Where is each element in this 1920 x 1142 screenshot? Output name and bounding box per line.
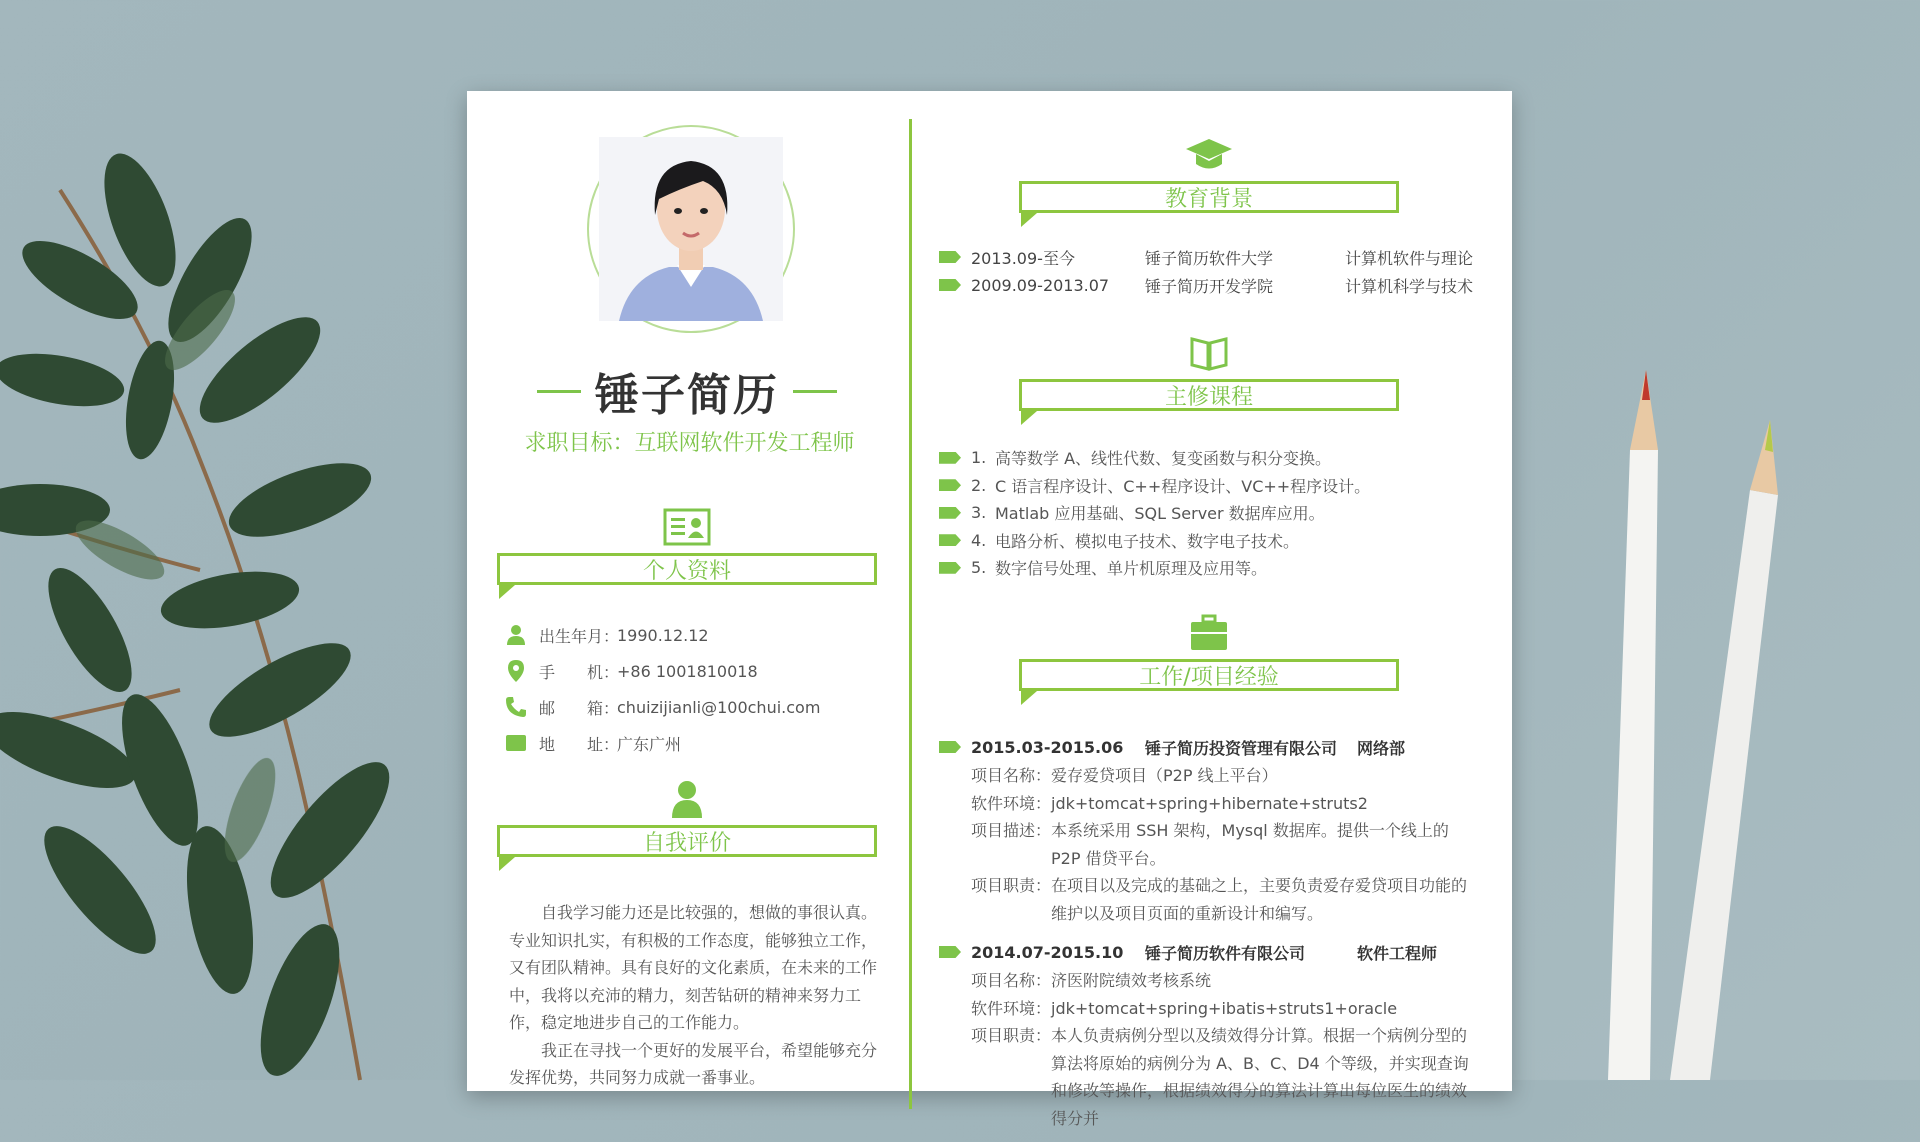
- detail-key: 项目职责：: [971, 1026, 1052, 1045]
- info-label: 邮 箱：: [539, 698, 620, 718]
- self-eval-text: [509, 899, 879, 1092]
- info-value: chuizijianli@100chui.com: [617, 697, 821, 717]
- work-entry-header: [939, 732, 1479, 762]
- course-number: 4.: [971, 530, 987, 550]
- name-right-line: [793, 390, 837, 393]
- person-icon: [505, 624, 527, 646]
- heading-tail: [1021, 691, 1037, 705]
- book-icon: [1185, 333, 1233, 373]
- detail-value: 本系统采用 SSH 架构，Mysql 数据库。提供一个线上的 P2P 借贷平台。: [1051, 821, 1449, 868]
- work-detail-line: [939, 790, 1479, 818]
- tag-icon: [939, 946, 961, 958]
- work-company: 锤子简历投资管理有限公司: [1145, 738, 1338, 758]
- work-dept: 软件工程师: [1357, 943, 1438, 963]
- course-text: 数字信号处理、单片机原理及应用等。: [995, 559, 1268, 579]
- work-list: [939, 732, 1479, 1142]
- name-header: [512, 361, 862, 421]
- work-detail-line: [939, 1022, 1479, 1132]
- courses-section-heading: [1019, 333, 1399, 425]
- work-detail-line: [939, 967, 1479, 995]
- graduation-cap-icon: [1185, 135, 1233, 175]
- tag-icon: [939, 507, 961, 519]
- course-item: [939, 472, 1479, 500]
- plant-decoration: [0, 130, 450, 1080]
- profile-photo-frame: [587, 125, 795, 333]
- work-entry-header: [939, 937, 1479, 967]
- course-text: 高等数学 A、线性代数、复变函数与积分变换。: [995, 449, 1332, 469]
- edu-school: 锤子简历开发学院: [1145, 276, 1274, 296]
- pencils-decoration: [1570, 340, 1830, 1080]
- phone-icon: [505, 696, 527, 718]
- tag-icon: [939, 452, 961, 464]
- course-item: [939, 554, 1479, 582]
- tag-icon: [939, 479, 961, 491]
- name-left-line: [537, 390, 581, 393]
- self-eval-paragraph: 自我学习能力还是比较强的，想做的事很认真。专业知识扎实，有积极的工作态度，能够独立工作，又有团队精神。具有良好的文化素质，在未来的工作中，我将以充沛的精力，刻苦钻研的精神来努力工作，稳定地进步自己的工作能力。: [509, 903, 878, 1032]
- course-text: 电路分析、模拟电子技术、数字电子技术。: [995, 531, 1300, 551]
- tag-icon: [939, 251, 961, 263]
- course-item: [939, 499, 1479, 527]
- detail-key: 软件环境：: [971, 793, 1052, 813]
- column-divider: [909, 119, 912, 1109]
- info-row-mobile: [505, 653, 885, 689]
- info-value: +86 1001810018: [617, 661, 758, 681]
- work-detail-line: [939, 872, 1479, 927]
- work-dept: 网络部: [1357, 738, 1406, 758]
- tag-icon: [939, 279, 961, 291]
- info-label: 出生年月：: [539, 626, 620, 646]
- edu-major: 计算机软件与理论: [1345, 248, 1474, 268]
- education-row: [939, 271, 1479, 299]
- work-company: 锤子简历软件有限公司: [1145, 943, 1306, 963]
- id-card-icon: [663, 507, 711, 547]
- person-icon: [663, 779, 711, 819]
- heading-tail: [499, 857, 515, 871]
- course-number: 2.: [971, 475, 987, 495]
- education-section-title: 教育背景: [1019, 181, 1399, 213]
- work-entry: [939, 732, 1479, 927]
- info-row-address: [505, 725, 885, 761]
- edu-date: 2009.09-2013.07: [971, 275, 1110, 295]
- job-objective: 求职目标：互联网软件开发工程师: [524, 431, 855, 456]
- education-section-heading: [1019, 135, 1399, 227]
- tag-icon: [939, 741, 961, 753]
- heading-tail: [1021, 213, 1037, 227]
- course-text: Matlab 应用基础、SQL Server 数据库应用。: [995, 504, 1325, 524]
- course-number: 1.: [971, 448, 987, 468]
- course-text: C 语言程序设计、C++程序设计、VC++程序设计。: [995, 476, 1371, 496]
- detail-value: 爱存爱贷项目（P2P 线上平台）: [1051, 766, 1278, 785]
- detail-value: jdk+tomcat+spring+hibernate+struts2: [1051, 793, 1368, 813]
- courses-list: [939, 444, 1479, 582]
- resume-name: 锤子简历: [595, 370, 779, 421]
- edu-major: 计算机科学与技术: [1345, 276, 1474, 296]
- work-detail-line: [939, 817, 1479, 872]
- heading-tail: [499, 585, 515, 599]
- briefcase-icon: [1185, 613, 1233, 653]
- heading-tail: [1021, 411, 1037, 425]
- edu-school: 锤子简历软件大学: [1145, 248, 1274, 268]
- course-item: [939, 444, 1479, 472]
- work-date: 2014.07-2015.10: [971, 942, 1124, 962]
- course-number: 3.: [971, 503, 987, 523]
- work-date: 2015.03-2015.06: [971, 737, 1124, 757]
- mail-icon: [505, 732, 527, 754]
- tag-icon: [939, 562, 961, 574]
- detail-key: 软件环境：: [971, 998, 1052, 1018]
- info-label: 手 机：: [539, 662, 620, 682]
- education-list: [939, 243, 1479, 299]
- personal-section-heading: [497, 507, 877, 599]
- work-section-title: 工作/项目经验: [1019, 659, 1399, 691]
- work-detail-line: [939, 762, 1479, 790]
- courses-section-title: 主修课程: [1019, 379, 1399, 411]
- self-eval-paragraph: 我正在寻找一个更好的发展平台，希望能够充分发挥优势，共同努力成就一番事业。: [509, 1040, 878, 1087]
- course-number: 5.: [971, 558, 987, 578]
- info-label: 地 址：: [539, 734, 620, 754]
- detail-value: 济医附院绩效考核系统: [1051, 971, 1212, 990]
- detail-value: 在项目以及完成的基础之上，主要负责爱存爱贷项目功能的维护以及项目页面的重新设计和编写。: [1051, 876, 1468, 923]
- detail-key: 项目名称：: [971, 766, 1052, 785]
- detail-key: 项目职责：: [971, 876, 1052, 895]
- tag-icon: [939, 534, 961, 546]
- detail-key: 项目描述：: [971, 821, 1052, 840]
- info-value: 广东广州: [617, 734, 682, 754]
- info-row-birth: [505, 617, 885, 653]
- personal-info-list: [505, 617, 885, 761]
- work-section-heading: [1019, 613, 1399, 705]
- detail-key: 项目名称：: [971, 971, 1052, 990]
- info-row-email: [505, 689, 885, 725]
- info-value: 1990.12.12: [617, 625, 709, 645]
- personal-section-title: 个人资料: [497, 553, 877, 585]
- education-row: [939, 243, 1479, 271]
- resume-page: [467, 91, 1512, 1128]
- location-pin-icon: [505, 660, 527, 682]
- course-item: [939, 527, 1479, 555]
- detail-value: 本人负责病例分型以及绩效得分计算。根据一个病例分型的算法将原始的病例分为 A、B、C、D4 个等级，并实现查询和修改等操作，根据绩效得分的算法计算出每位医生的绩效得分并: [1051, 1026, 1469, 1128]
- profile-photo: [599, 137, 783, 321]
- work-entry: [939, 937, 1479, 1132]
- work-detail-line: [939, 995, 1479, 1023]
- self-eval-section-title: 自我评价: [497, 825, 877, 857]
- self-eval-section-heading: [497, 779, 877, 871]
- edu-date: 2013.09-至今: [971, 248, 1075, 268]
- detail-value: jdk+tomcat+spring+ibatis+struts1+oracle: [1051, 998, 1398, 1018]
